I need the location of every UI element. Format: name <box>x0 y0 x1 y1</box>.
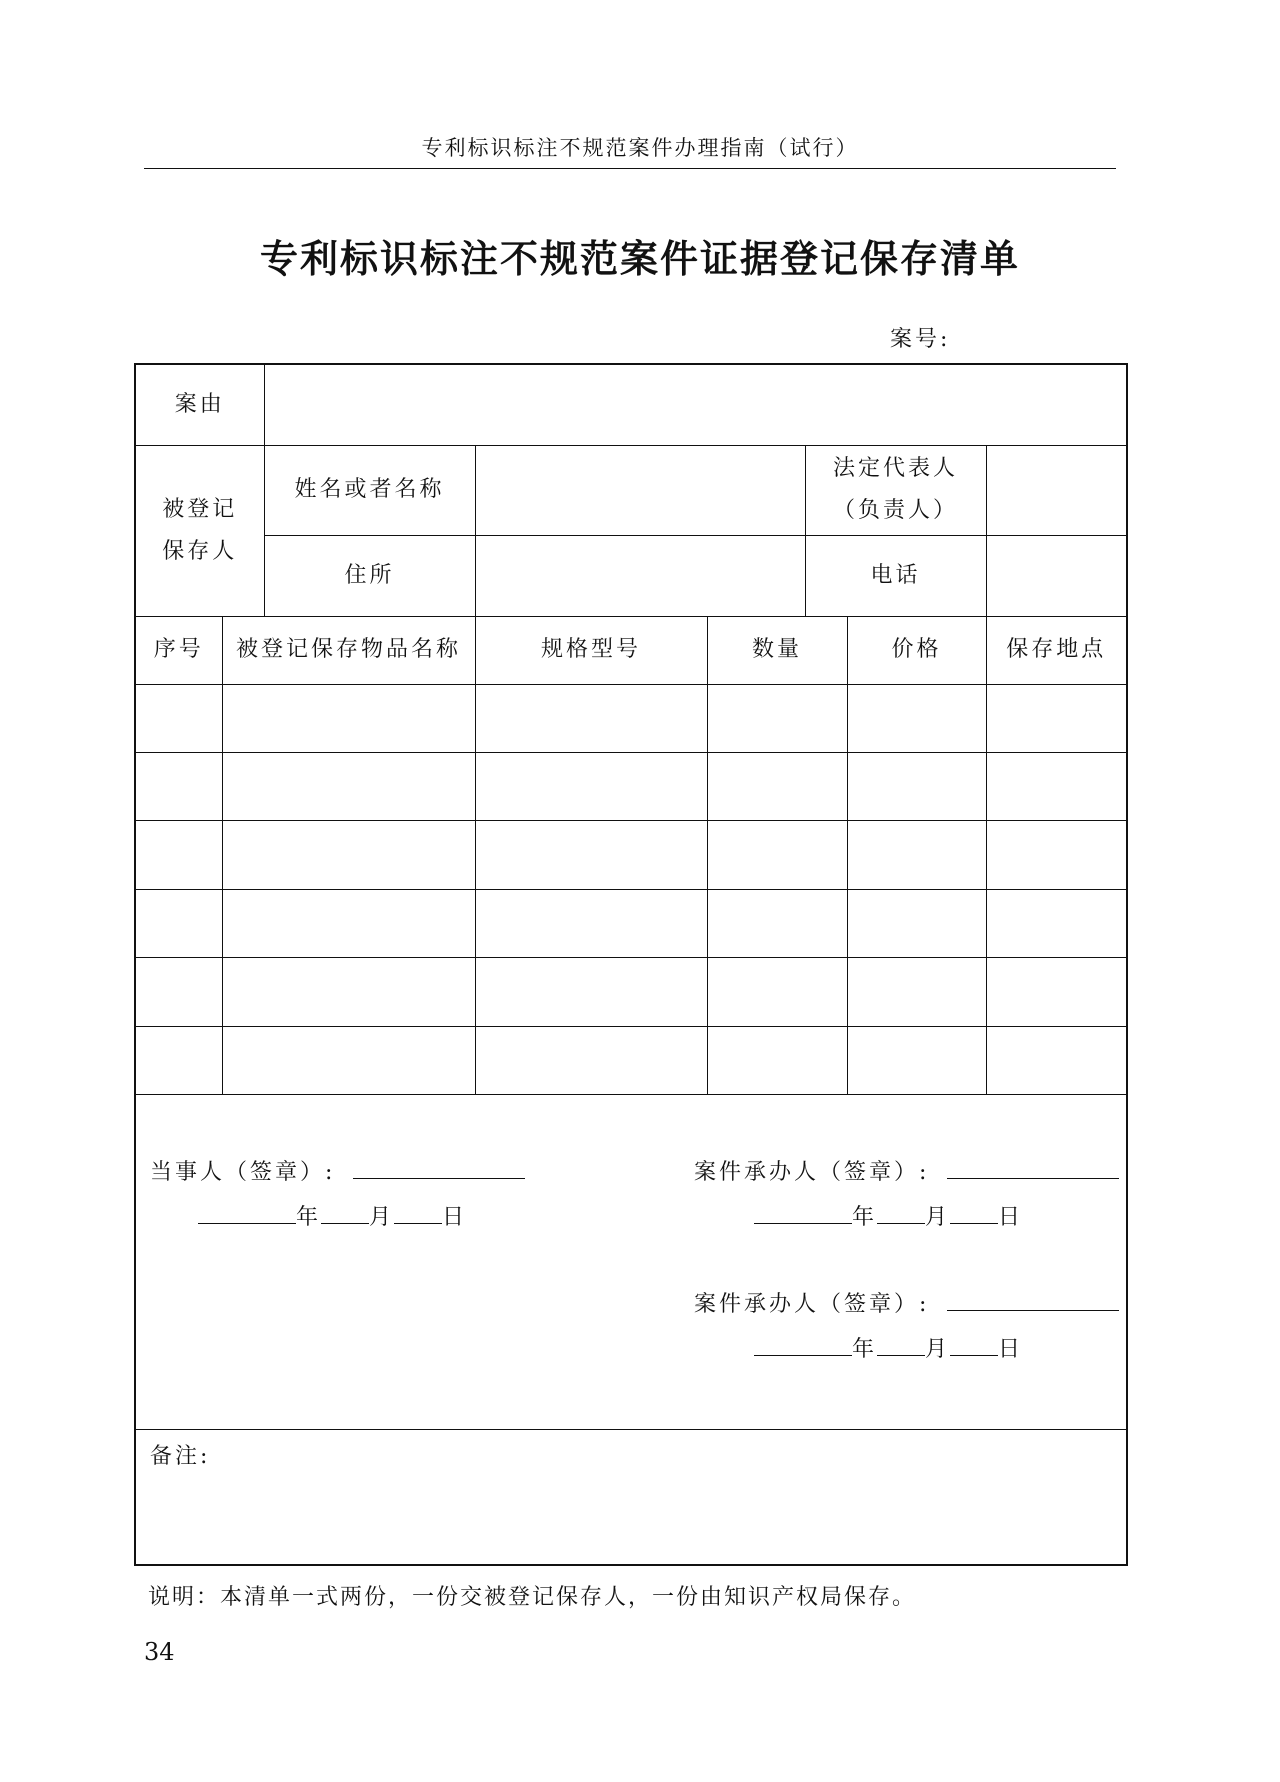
item-location-cell[interactable] <box>986 752 1127 820</box>
remarks-section[interactable] <box>135 1429 1127 1565</box>
item-name-cell[interactable] <box>222 889 475 957</box>
handler2-signature <box>694 1290 1119 1316</box>
item-price-cell[interactable] <box>847 684 986 752</box>
address-field[interactable] <box>475 535 805 616</box>
item-spec-cell[interactable] <box>475 1026 707 1094</box>
item-quantity-cell[interactable] <box>707 684 847 752</box>
case-number-label: 案号: <box>890 327 951 352</box>
item-row <box>135 1026 1127 1094</box>
legal-rep-field[interactable] <box>986 445 1127 535</box>
party-signature <box>150 1158 525 1184</box>
evidence-form-table <box>134 363 1128 1566</box>
col-header-item-name: 被登记保存物品名称 <box>222 616 475 684</box>
running-header: 专利标识标注不规范案件办理指南（试行） <box>421 136 859 160</box>
party-address-row <box>135 535 1127 616</box>
item-price-cell[interactable] <box>847 1026 986 1094</box>
month-label: 月 <box>369 1204 395 1230</box>
handler1-date <box>754 1203 1023 1229</box>
handler1-day-blank[interactable] <box>950 1203 998 1224</box>
handler1-signature-label: 案件承办人（签章）: <box>694 1159 930 1185</box>
handler2-year-blank[interactable] <box>754 1335 852 1356</box>
party-signature-line[interactable] <box>353 1158 525 1179</box>
day-label: 日 <box>442 1204 468 1230</box>
item-quantity-cell[interactable] <box>707 957 847 1026</box>
signature-section <box>135 1094 1127 1429</box>
item-row <box>135 889 1127 957</box>
item-spec-cell[interactable] <box>475 752 707 820</box>
handler2-date <box>754 1335 1023 1361</box>
item-location-cell[interactable] <box>986 820 1127 889</box>
handler2-signature-label: 案件承办人（签章）: <box>694 1291 930 1317</box>
item-row <box>135 684 1127 752</box>
handler2-day-blank[interactable] <box>950 1335 998 1356</box>
item-quantity-cell[interactable] <box>707 820 847 889</box>
item-location-cell[interactable] <box>986 889 1127 957</box>
col-header-spec: 规格型号 <box>475 616 707 684</box>
month-label: 月 <box>925 1336 951 1362</box>
header-rule <box>144 168 1116 169</box>
item-row <box>135 957 1127 1026</box>
party-date <box>198 1203 467 1229</box>
page-number: 34 <box>144 1638 175 1666</box>
party-year-blank[interactable] <box>198 1203 296 1224</box>
case-reason-row <box>135 364 1127 445</box>
year-label: 年 <box>296 1204 322 1230</box>
item-quantity-cell[interactable] <box>707 752 847 820</box>
item-serial-cell[interactable] <box>135 752 222 820</box>
col-header-price: 价格 <box>847 616 986 684</box>
party-name-field[interactable] <box>475 445 805 535</box>
party-name-label: 姓名或者名称 <box>264 445 475 535</box>
case-reason-field[interactable] <box>264 364 1127 445</box>
case-reason-label: 案由 <box>135 364 264 445</box>
phone-label: 电话 <box>805 535 986 616</box>
party-group-label: 被登记 保存人 <box>135 445 264 616</box>
handler2-signature-line[interactable] <box>947 1290 1119 1311</box>
col-header-quantity: 数量 <box>707 616 847 684</box>
year-label: 年 <box>852 1336 878 1362</box>
item-row <box>135 820 1127 889</box>
item-serial-cell[interactable] <box>135 1026 222 1094</box>
item-serial-cell[interactable] <box>135 957 222 1026</box>
item-name-cell[interactable] <box>222 684 475 752</box>
item-name-cell[interactable] <box>222 752 475 820</box>
item-quantity-cell[interactable] <box>707 1026 847 1094</box>
item-location-cell[interactable] <box>986 957 1127 1026</box>
item-name-cell[interactable] <box>222 957 475 1026</box>
item-serial-cell[interactable] <box>135 889 222 957</box>
legal-rep-label: 法定代表人 （负责人） <box>805 445 986 535</box>
item-location-cell[interactable] <box>986 1026 1127 1094</box>
item-price-cell[interactable] <box>847 957 986 1026</box>
day-label: 日 <box>998 1336 1024 1362</box>
item-location-cell[interactable] <box>986 684 1127 752</box>
item-name-cell[interactable] <box>222 820 475 889</box>
item-spec-cell[interactable] <box>475 820 707 889</box>
handler1-signature-line[interactable] <box>947 1158 1119 1179</box>
party-signature-label: 当事人（签章）: <box>150 1159 336 1185</box>
year-label: 年 <box>852 1204 878 1230</box>
remarks-row <box>135 1429 1127 1565</box>
handler1-year-blank[interactable] <box>754 1203 852 1224</box>
col-header-location: 保存地点 <box>986 616 1127 684</box>
document-title: 专利标识标注不规范案件证据登记保存清单 <box>259 237 1020 281</box>
party-name-row <box>135 445 1127 535</box>
address-label: 住所 <box>264 535 475 616</box>
item-spec-cell[interactable] <box>475 889 707 957</box>
day-label: 日 <box>998 1204 1024 1230</box>
item-price-cell[interactable] <box>847 820 986 889</box>
month-label: 月 <box>925 1204 951 1230</box>
item-price-cell[interactable] <box>847 889 986 957</box>
item-serial-cell[interactable] <box>135 684 222 752</box>
item-row <box>135 752 1127 820</box>
items-header-row <box>135 616 1127 684</box>
item-price-cell[interactable] <box>847 752 986 820</box>
item-quantity-cell[interactable] <box>707 889 847 957</box>
footnote: 说明：本清单一式两份，一份交被登记保存人，一份由知识产权局保存。 <box>148 1585 917 1610</box>
handler1-month-blank[interactable] <box>877 1203 925 1224</box>
party-day-blank[interactable] <box>394 1203 442 1224</box>
handler2-month-blank[interactable] <box>877 1335 925 1356</box>
signature-row <box>135 1094 1127 1429</box>
handler1-signature <box>694 1158 1119 1184</box>
remarks-label: 备注: <box>150 1443 211 1469</box>
phone-field[interactable] <box>986 535 1127 616</box>
party-month-blank[interactable] <box>321 1203 369 1224</box>
item-spec-cell[interactable] <box>475 684 707 752</box>
col-header-serial: 序号 <box>135 616 222 684</box>
item-spec-cell[interactable] <box>475 957 707 1026</box>
item-name-cell[interactable] <box>222 1026 475 1094</box>
item-serial-cell[interactable] <box>135 820 222 889</box>
